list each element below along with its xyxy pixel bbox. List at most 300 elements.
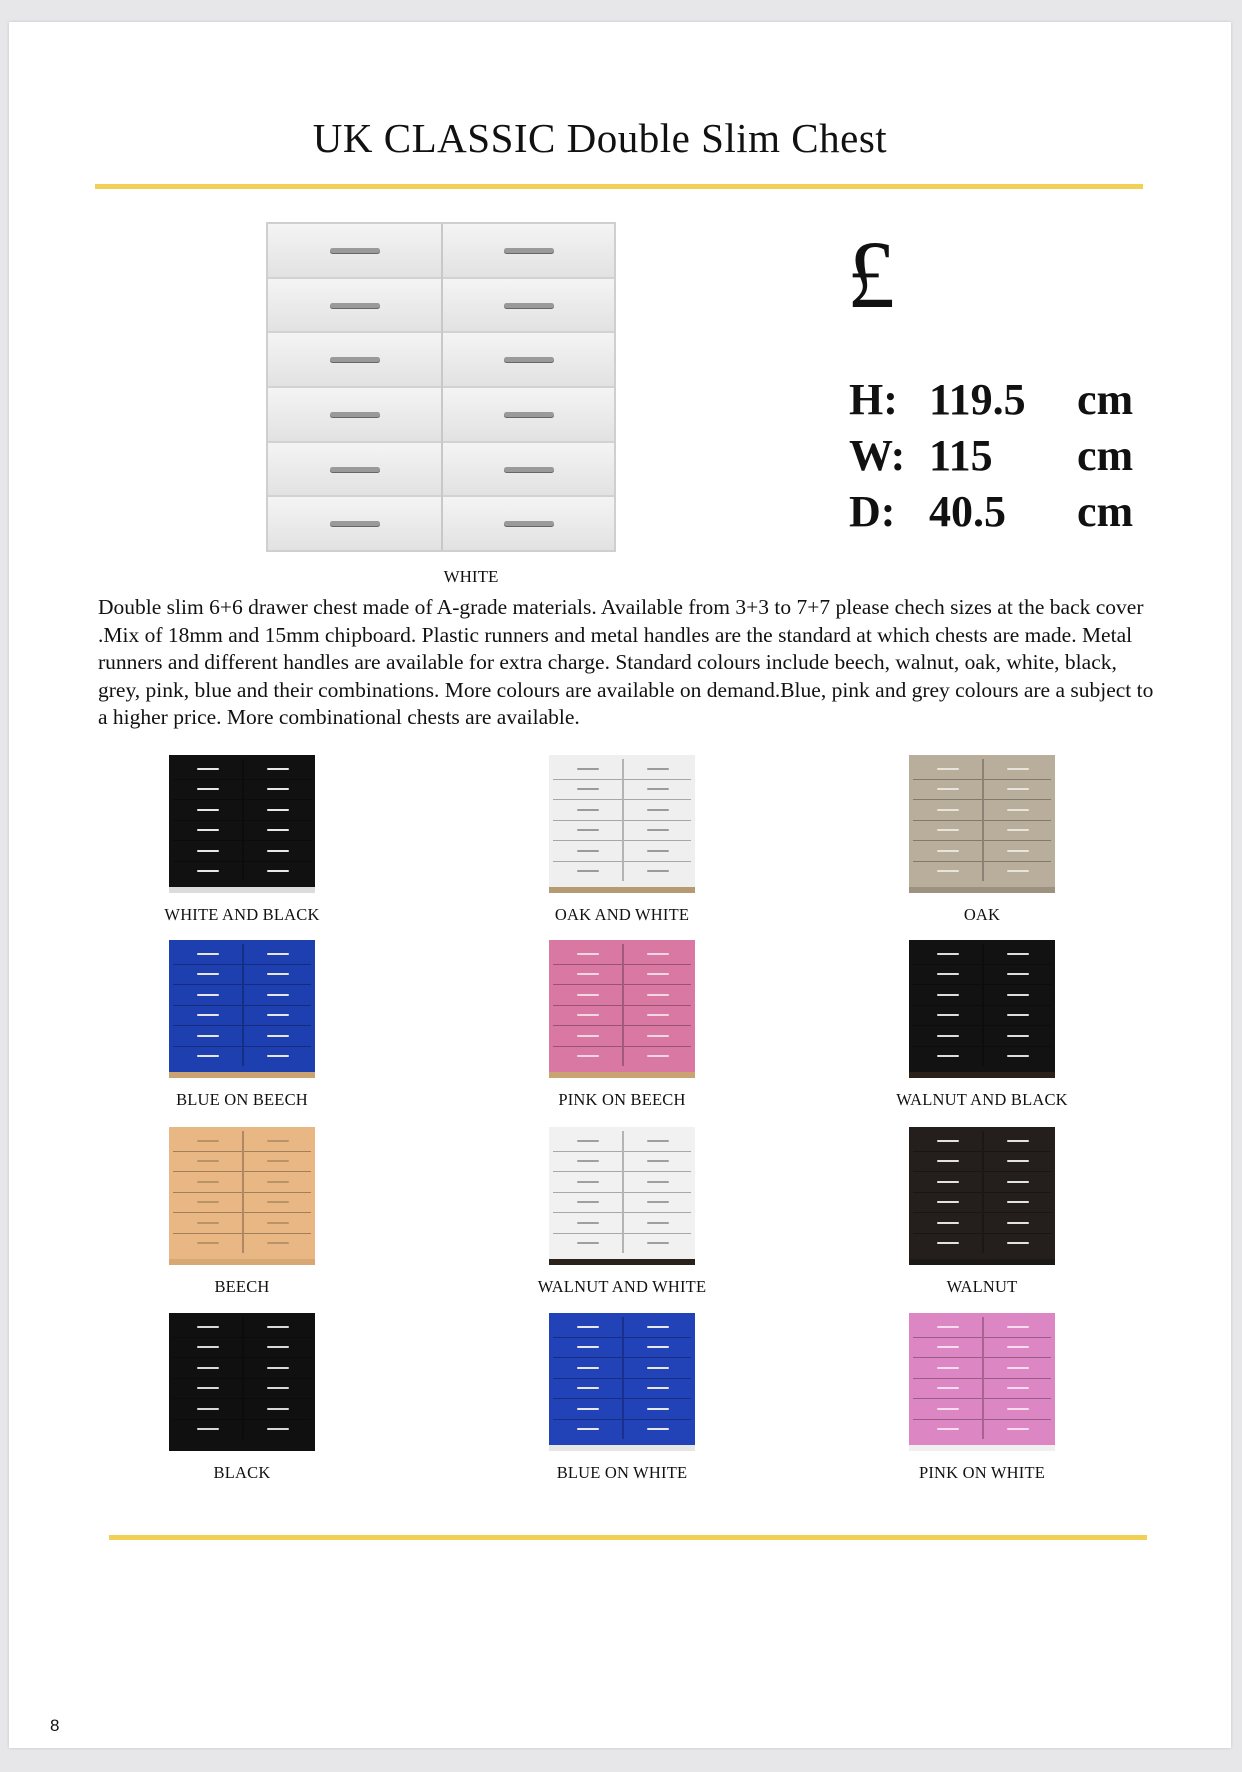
drawer-handle-icon [937,1035,959,1037]
drawer-handle-icon [577,850,599,852]
variant-drawer [173,1047,242,1067]
drawer-handle-icon [197,1014,219,1016]
drawer-handle-icon [647,1387,669,1389]
drawer-handle-icon [197,1346,219,1348]
drawer-handle-icon [577,1055,599,1057]
variant-drawer [913,862,982,882]
variant-drawer [553,862,622,882]
variant-drawer [173,759,242,780]
drawer-handle-icon [267,1160,289,1162]
variant-drawer [984,1172,1051,1193]
variant-chest-column [242,1317,311,1439]
drawer-handle-icon [267,1035,289,1037]
drawer-handle-icon [937,1201,959,1203]
drawer-handle-icon [937,850,959,852]
drawer-handle-icon [577,788,599,790]
drawer-handle-icon [647,1367,669,1369]
drawer-handle-icon [577,994,599,996]
drawer-handle-icon [647,953,669,955]
variant-drawer [553,1358,622,1379]
drawer-handle-icon [937,1140,959,1142]
variant-drawer [624,821,691,842]
drawer-handle-icon [937,788,959,790]
drawer-handle-icon [937,973,959,975]
variant-drawer [244,1047,311,1067]
drawer-handle-icon [197,1160,219,1162]
variant-label: WALNUT [946,1277,1018,1296]
variant-drawer [244,1379,311,1400]
variant-drawer [173,1193,242,1214]
variant-drawer [173,1317,242,1338]
variant-drawer [984,944,1051,965]
drawer-handle-icon [647,1408,669,1410]
drawer-handle-icon [267,1201,289,1203]
variant-chest-column [982,1131,1051,1253]
drawer-handle-icon [647,1201,669,1203]
hero-drawer [443,333,614,388]
drawer-handle-icon [577,1181,599,1183]
variant-drawer [984,1234,1051,1254]
drawer-handle-icon [1007,1201,1029,1203]
product-description: Double slim 6+6 drawer chest made of A-grade materials. Available from 3+3 to 7+7 please chech sizes at the back cover .Mix of 18mm and 15mm chipboard. Plastic runners and metal handles are the standard at which chests are made. Metal runners and different handles are available for extra charge. Standard colours include beech, walnut, oak, white, black, grey, pink, blue and their combinations. More colours are available on demand.Blue, pink and grey colours are a subject to a higher price. More combinational chests are available. [98,595,1154,729]
variant-chest-column [553,1131,622,1253]
variant-drawer [984,862,1051,882]
variant-drawer [984,841,1051,862]
variant-drawer [244,1213,311,1234]
variant-drawer [553,800,622,821]
drawer-handle-icon [577,1408,599,1410]
variant-drawer [173,1399,242,1420]
variant-drawer [913,1213,982,1234]
drawer-handle-icon [330,248,380,253]
variant-drawer [984,1399,1051,1420]
drawer-handle-icon [197,1035,219,1037]
drawer-handle-icon [577,1242,599,1244]
hero-left-column [268,224,441,550]
drawer-handle-icon [577,829,599,831]
drawer-handle-icon [1007,768,1029,770]
variant-drawer [173,1152,242,1173]
variant-drawer [913,800,982,821]
drawer-handle-icon [937,768,959,770]
variant-chest-column [622,944,691,1066]
variant-drawer [984,1213,1051,1234]
variant-chest-column [173,1131,242,1253]
drawer-handle-icon [267,829,289,831]
drawer-handle-icon [577,768,599,770]
variant-drawer [553,1047,622,1067]
drawer-handle-icon [647,829,669,831]
variant-drawer [244,800,311,821]
drawer-handle-icon [1007,1346,1029,1348]
drawer-handle-icon [647,1014,669,1016]
variant-drawer [624,1131,691,1152]
variant-drawer [244,944,311,965]
variant-drawer [244,1131,311,1152]
drawer-handle-icon [197,870,219,872]
drawer-handle-icon [647,1035,669,1037]
variant-drawer [624,1379,691,1400]
variant-drawer [553,1317,622,1338]
variant-drawer [624,1358,691,1379]
variant-drawer [173,780,242,801]
variant-drawer [553,985,622,1006]
drawer-handle-icon [197,829,219,831]
drawer-handle-icon [647,1326,669,1328]
drawer-handle-icon [577,973,599,975]
drawer-handle-icon [577,1367,599,1369]
variant-drawer [553,1420,622,1440]
variant-drawer [984,1152,1051,1173]
drawer-handle-icon [1007,1160,1029,1162]
drawer-handle-icon [1007,1014,1029,1016]
drawer-handle-icon [647,1346,669,1348]
dimension-value: 115 [929,431,993,480]
variant-drawer [173,1026,242,1047]
hero-drawer [268,279,441,334]
drawer-handle-icon [1007,1242,1029,1244]
variant-drawer [913,985,982,1006]
variant-chest-image [169,1127,315,1265]
page-number: 8 [50,1716,60,1735]
variant-drawer [913,841,982,862]
hero-drawer [443,388,614,443]
variant-drawer [913,1152,982,1173]
hero-right-column [441,224,614,550]
variant-chest-image [549,940,695,1078]
variant-drawer [173,1358,242,1379]
variant-drawer [984,1131,1051,1152]
variant-drawer [244,862,311,882]
drawer-handle-icon [267,870,289,872]
variant-drawer [553,1172,622,1193]
drawer-handle-icon [937,829,959,831]
dimensions-block [849,372,1149,540]
variant-drawer [913,1026,982,1047]
drawer-handle-icon [647,1055,669,1057]
drawer-handle-icon [577,1201,599,1203]
variant-drawer [624,1006,691,1027]
variant-drawer [624,1317,691,1338]
drawer-handle-icon [1007,994,1029,996]
variant-chest-column [242,944,311,1066]
variant-drawer [244,1006,311,1027]
variant-chest-image [909,940,1055,1078]
drawer-handle-icon [937,1222,959,1224]
variant-drawer [913,1399,982,1420]
variant-drawer [244,1152,311,1173]
drawer-handle-icon [1007,1428,1029,1430]
dimension-unit: cm [1077,431,1134,480]
variant-chest-column [913,759,982,881]
drawer-handle-icon [647,870,669,872]
drawer-handle-icon [267,1408,289,1410]
drawer-handle-icon [1007,788,1029,790]
drawer-handle-icon [937,1160,959,1162]
variant-label: BLUE ON WHITE [556,1463,688,1482]
variant-drawer [553,1152,622,1173]
variant-drawer [984,759,1051,780]
drawer-handle-icon [267,1181,289,1183]
variant-drawer [624,841,691,862]
variant-chest-column [173,944,242,1066]
variant-label: BLACK [213,1463,271,1482]
variant-chest-column [553,944,622,1066]
variant-drawer [173,1234,242,1254]
variant-drawer [173,1420,242,1440]
variant-label: PINK ON BEECH [558,1090,686,1109]
variant-chest-column [622,1131,691,1253]
variant-drawer [244,1420,311,1440]
drawer-handle-icon [330,303,380,308]
variant-chest-column [553,1317,622,1439]
variant-chest-image [169,940,315,1078]
dimension-value: 119.5 [929,375,1026,424]
drawer-handle-icon [197,1428,219,1430]
drawer-handle-icon [937,994,959,996]
variant-drawer [984,1358,1051,1379]
variant-drawer [173,1338,242,1359]
variant-drawer [984,985,1051,1006]
variant-drawer [553,965,622,986]
drawer-handle-icon [647,1160,669,1162]
drawer-handle-icon [647,1181,669,1183]
drawer-handle-icon [197,1222,219,1224]
variant-drawer [244,1234,311,1254]
variant-drawer [984,965,1051,986]
variant-drawer [173,1131,242,1152]
variant-drawer [173,1213,242,1234]
drawer-handle-icon [577,1222,599,1224]
drawer-handle-icon [1007,1055,1029,1057]
dimension-unit: cm [1077,375,1134,424]
drawer-handle-icon [647,788,669,790]
variant-drawer [173,944,242,965]
variant-drawer [984,1379,1051,1400]
variant-drawer [624,862,691,882]
variant-chest-column [173,759,242,881]
drawer-handle-icon [504,521,554,526]
variant-chest-column [982,944,1051,1066]
variant-drawer [244,780,311,801]
variant-chest-image [169,1313,315,1451]
hero-drawer [268,497,441,550]
drawer-handle-icon [937,1346,959,1348]
variant-drawer [553,1213,622,1234]
drawer-handle-icon [1007,973,1029,975]
drawer-handle-icon [647,1222,669,1224]
variant-chest-image [909,1127,1055,1265]
page-title: UK CLASSIC Double Slim Chest [312,115,888,161]
variant-chest-column [982,1317,1051,1439]
hero-chest-image [266,222,616,552]
drawer-handle-icon [267,1140,289,1142]
variant-drawer [913,1131,982,1152]
variant-drawer [244,821,311,842]
variant-drawer [553,1234,622,1254]
drawer-handle-icon [330,412,380,417]
drawer-handle-icon [197,1367,219,1369]
drawer-handle-icon [647,1242,669,1244]
drawer-handle-icon [267,850,289,852]
variant-drawer [244,1358,311,1379]
price-symbol: £ [847,221,895,328]
bottom-divider [109,1535,1147,1540]
variant-label: WALNUT AND BLACK [896,1090,1068,1109]
hero-colour-label: WHITE [443,567,499,586]
drawer-handle-icon [937,1408,959,1410]
variant-chest-column [622,1317,691,1439]
drawer-handle-icon [937,1055,959,1057]
variant-drawer [553,1379,622,1400]
variant-drawer [913,1317,982,1338]
hero-drawer [443,279,614,334]
variant-drawer [244,759,311,780]
variant-drawer [624,1193,691,1214]
variant-drawer [913,965,982,986]
variant-drawer [244,1338,311,1359]
variant-drawer [244,1399,311,1420]
drawer-handle-icon [1007,1326,1029,1328]
drawer-handle-icon [577,1035,599,1037]
hero-drawer [443,224,614,279]
drawer-handle-icon [647,1140,669,1142]
drawer-handle-icon [1007,809,1029,811]
variant-drawer [984,1317,1051,1338]
drawer-handle-icon [197,1055,219,1057]
variant-drawer [984,1047,1051,1067]
hero-drawer [268,224,441,279]
variant-drawer [553,1399,622,1420]
dimension-key: W: [849,431,906,480]
drawer-handle-icon [267,1326,289,1328]
variant-chest-column [173,1317,242,1439]
drawer-handle-icon [504,357,554,362]
drawer-handle-icon [267,1346,289,1348]
drawer-handle-icon [937,809,959,811]
drawer-handle-icon [504,248,554,253]
variant-drawer [984,1338,1051,1359]
variant-chest-column [242,1131,311,1253]
drawer-handle-icon [1007,850,1029,852]
variant-label: WHITE AND BLACK [164,905,320,924]
variant-drawer [624,780,691,801]
drawer-handle-icon [577,870,599,872]
variant-drawer [173,965,242,986]
variant-drawer [173,985,242,1006]
variant-drawer [624,759,691,780]
drawer-handle-icon [267,1014,289,1016]
drawer-handle-icon [577,1387,599,1389]
variant-drawer [913,1006,982,1027]
drawer-handle-icon [197,1242,219,1244]
variant-drawer [553,780,622,801]
variant-drawer [244,985,311,1006]
drawer-handle-icon [647,809,669,811]
variant-drawer [624,1420,691,1440]
variant-chest-image [549,1313,695,1451]
variant-drawer [553,944,622,965]
variant-label: OAK AND WHITE [554,905,690,924]
variant-drawer [173,1379,242,1400]
variant-drawer [173,1172,242,1193]
drawer-handle-icon [577,809,599,811]
drawer-handle-icon [1007,1140,1029,1142]
drawer-handle-icon [937,1428,959,1430]
variant-drawer [624,1047,691,1067]
drawer-handle-icon [267,953,289,955]
variant-drawer [173,800,242,821]
drawer-handle-icon [647,1428,669,1430]
variant-drawer [624,800,691,821]
variant-chest-column [622,759,691,881]
variant-drawer [984,1026,1051,1047]
variant-drawer [913,1338,982,1359]
drawer-handle-icon [267,1428,289,1430]
drawer-handle-icon [1007,1367,1029,1369]
catalog-page [9,22,1231,1748]
drawer-handle-icon [937,1387,959,1389]
drawer-handle-icon [1007,1387,1029,1389]
drawer-handle-icon [197,1408,219,1410]
variant-drawer [624,1399,691,1420]
variant-drawer [553,759,622,780]
variant-drawer [244,965,311,986]
variant-chest-image [549,755,695,893]
variant-drawer [913,759,982,780]
variant-drawer [984,1006,1051,1027]
variant-chest-image [909,755,1055,893]
variant-label: WALNUT AND WHITE [537,1277,707,1296]
drawer-handle-icon [1007,1408,1029,1410]
top-divider [95,184,1143,189]
drawer-handle-icon [577,953,599,955]
variant-drawer [624,1213,691,1234]
drawer-handle-icon [197,1181,219,1183]
drawer-handle-icon [267,1242,289,1244]
dimension-depth [849,484,1149,540]
drawer-handle-icon [577,1160,599,1162]
dimension-key: H: [849,375,898,424]
variant-drawer [624,1026,691,1047]
drawer-handle-icon [937,1014,959,1016]
variant-chest-column [242,759,311,881]
variant-drawer [624,965,691,986]
variant-drawer [984,800,1051,821]
drawer-handle-icon [577,1428,599,1430]
drawer-handle-icon [197,953,219,955]
variant-drawer [244,1317,311,1338]
drawer-handle-icon [577,1140,599,1142]
drawer-handle-icon [1007,829,1029,831]
variant-drawer [624,944,691,965]
drawer-handle-icon [330,467,380,472]
drawer-handle-icon [197,768,219,770]
drawer-handle-icon [267,1055,289,1057]
drawer-handle-icon [647,973,669,975]
variant-drawer [553,1131,622,1152]
dimension-value: 40.5 [929,487,1006,536]
drawer-handle-icon [1007,1222,1029,1224]
drawer-handle-icon [267,973,289,975]
hero-drawer [443,443,614,498]
drawer-handle-icon [937,953,959,955]
variant-label: PINK ON WHITE [918,1463,1046,1482]
drawer-handle-icon [647,768,669,770]
drawer-handle-icon [937,870,959,872]
variant-drawer [553,821,622,842]
variant-drawer [913,821,982,842]
